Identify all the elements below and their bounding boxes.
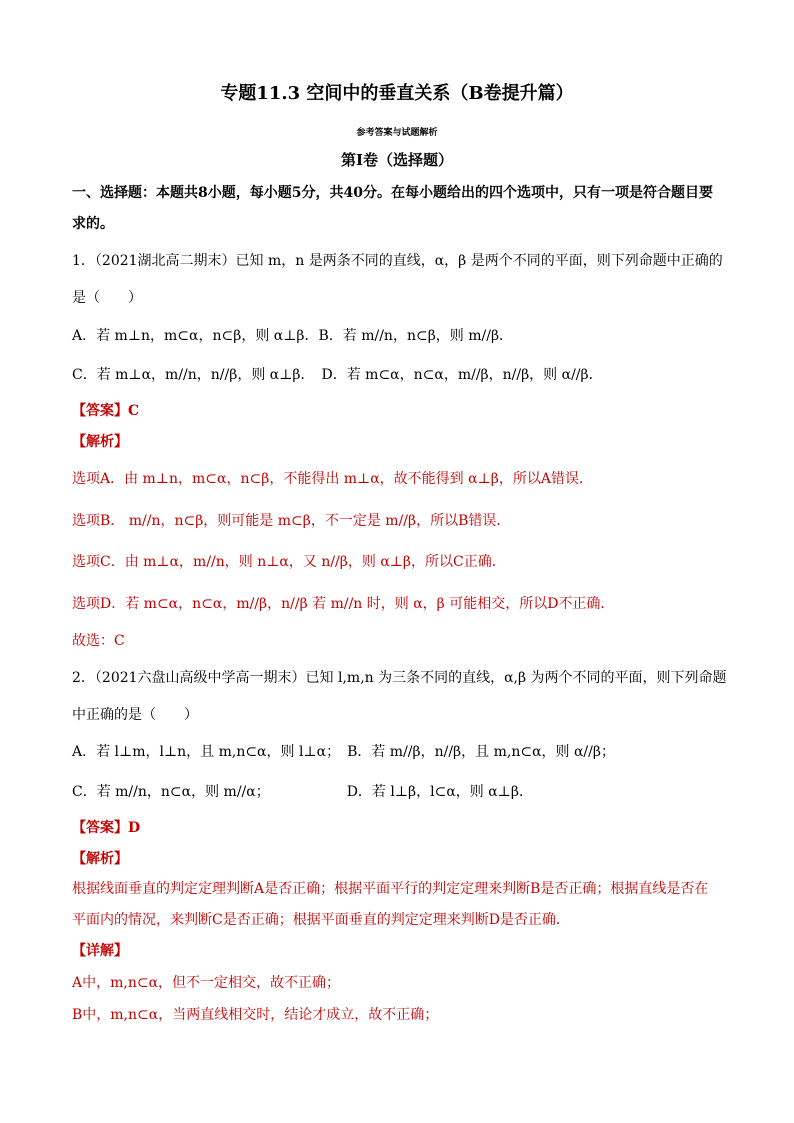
q1-explanation-a: 选项A．由 m⊥n，m⊂α，n⊂β，不能得出 m⊥α，故不能得到 α⊥β，所以A错误． bbox=[72, 471, 593, 487]
q1-answer: 【答案】C bbox=[72, 403, 140, 419]
q2-detail-label: 【详解】 bbox=[72, 943, 128, 959]
q1-explanation-c: 选项C．由 m⊥α，m//n，则 n⊥α，又 n//β，则 α⊥β，所以C正确． bbox=[72, 554, 506, 570]
q1-stem-line-2: 是（ ） bbox=[72, 290, 142, 306]
q1-analysis-label: 【解析】 bbox=[72, 434, 128, 450]
q2-detail-a: A中，m,n⊂α，但不一定相交，故不正确； bbox=[72, 975, 341, 991]
q2-analysis-line-2: 平面内的情况，来判断C是否正确；根据平面垂直的判定定理来判断D是否正确． bbox=[72, 912, 570, 928]
q1-explanation-d: 选项D．若 m⊂α，n⊂α，m//β，n//β 若 m//n 时，则 α，β 可能相交，所以D不正确． bbox=[72, 596, 615, 612]
page-title: 专题11.3 空间中的垂直关系（B卷提升篇） bbox=[220, 83, 574, 104]
q2-detail-b: B中，m,n⊂α，当两直线相交时，结论才成立，故不正确； bbox=[72, 1007, 439, 1023]
q2-analysis-label: 【解析】 bbox=[72, 851, 128, 867]
section-heading: 第Ⅰ卷（选择题） bbox=[340, 151, 454, 169]
q2-analysis-line-1: 根据线面垂直的判定定理判断A是否正确；根据平面平行的判定定理来判断B是否正确；根据直线是否在 bbox=[72, 881, 709, 897]
q2-options-cd: C．若 m//n，n⊂α，则 m//α； D．若 l⊥β，l⊂α，则 α⊥β． bbox=[72, 784, 533, 800]
q1-options-ab: A．若 m⊥n，m⊂α，n⊂β，则 α⊥β．B．若 m//n，n⊂β，则 m//β． bbox=[72, 328, 514, 344]
instructions-line-1: 一、选择题：本题共8小题，每小题5分，共40分。在每小题给出的四个选项中，只有一项是符合题目要 bbox=[72, 185, 713, 201]
q2-stem-line-2: 中正确的是（ ） bbox=[72, 707, 198, 723]
q1-options-cd: C．若 m⊥α，m//n，n//β，则 α⊥β． D．若 m⊂α，n⊂α，m//β，n//β，则 α//β． bbox=[72, 367, 603, 383]
q2-answer: 【答案】D bbox=[72, 820, 141, 836]
instructions-line-2: 求的。 bbox=[72, 216, 114, 232]
q1-stem-line-1: 1．（2021湖北高二期末）已知 m，n 是两条不同的直线，α，β 是两个不同的平面，则下列命题中正确的 bbox=[72, 253, 723, 269]
q2-stem-line-1: 2．（2021六盘山高级中学高一期末）已知 l,m,n 为三条不同的直线，α,β 为两个不同的平面，则下列命题 bbox=[72, 670, 727, 686]
page-subtitle: 参考答案与试题解析 bbox=[356, 128, 438, 138]
q1-explanation-b: 选项B． m//n，n⊂β，则可能是 m⊂β，不一定是 m//β，所以B错误． bbox=[72, 513, 511, 529]
q1-conclusion: 故选：C bbox=[72, 633, 125, 649]
q2-options-ab: A．若 l⊥m，l⊥n，且 m,n⊂α，则 l⊥α； B．若 m//β，n//β，且 m,n⊂α，则 α//β； bbox=[72, 744, 615, 760]
